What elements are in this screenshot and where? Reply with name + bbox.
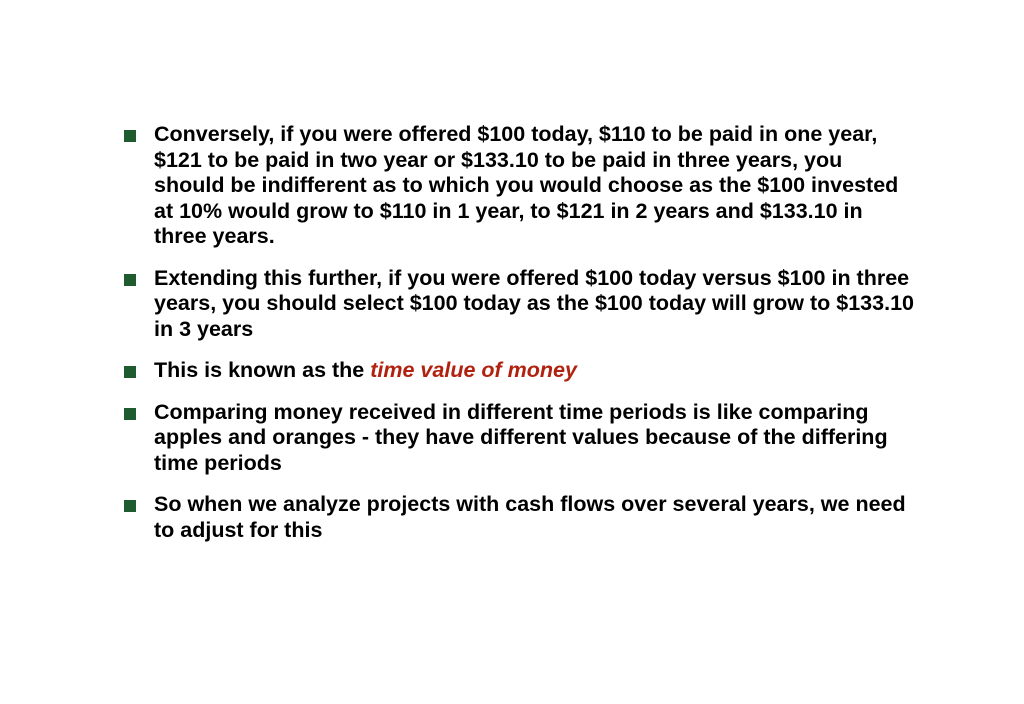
bullet-text: This is known as the	[154, 358, 371, 382]
bullet-text: Extending this further, if you were offered $100 today versus $100 in three years, you should select $100 today as the $100 today will grow to $133.10 in 3 years	[154, 265, 914, 341]
square-bullet-icon	[124, 408, 136, 420]
bullet-text: Comparing money received in different time periods is like comparing apples and oranges - they have different values because of the differing time periods	[154, 399, 888, 475]
square-bullet-icon	[124, 130, 136, 142]
bullet-text: Conversely, if you were offered $100 today, $110 to be paid in one year, $121 to be paid in two year or $133.10 to be paid in three years, you should be indifferent as to which you would choose as the $100 invested at 10% would grow to $110 in 1 year, to $121 in 2 years and $133.10 in three years.	[154, 122, 899, 248]
square-bullet-icon	[124, 500, 136, 512]
bullet-item	[124, 400, 914, 477]
bullet-item	[124, 358, 914, 384]
bullet-list	[124, 122, 914, 559]
bullet-item	[124, 492, 914, 543]
square-bullet-icon	[124, 274, 136, 286]
bullet-text: So when we analyze projects with cash flows over several years, we need to adjust for this	[154, 492, 906, 542]
square-bullet-icon	[124, 366, 136, 378]
bullet-item	[124, 266, 914, 343]
bullet-item	[124, 122, 914, 250]
emphasized-term: time value of money	[370, 358, 577, 382]
